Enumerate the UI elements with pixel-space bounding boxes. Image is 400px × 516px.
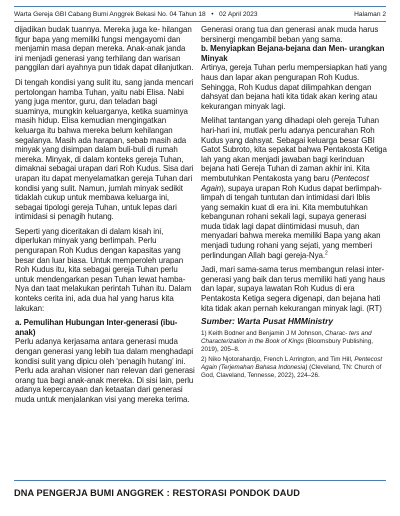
source-line: Sumber: Warta Pusat HMMinistry — [201, 316, 334, 327]
right-paragraph-3: Melihat tantangan yang dihadapi oleh gereja Tuhan hari-hari ini, mutlak perlu adanya pencurahan Roh Kudus yang dahsyat. Sebagai keluarga besar GBI Gatot Subroto, kita sepakat bahwa Pentakosta Ketiga lah yang akan menjadi jawaban bagi kerinduan bejana hati Gereja Tuhan di zaman akhir ini. Kita membutuhkan Pentakosta yang baru (Pentecost Again), supaya urapan Roh Kudus dapat berlimpah-limpah di tengah tuntutan dan intimidasi dari Iblis yang semakin kuat di era ini. Kita membutuhkan kebangunan rohani sekali lagi, supaya generasi muda tidak lagi dapat diintimidasi musuh, dan menyadari bahwa mereka memiliki Bapa yang akan menjadi tudung rohani yang sejati, yang memberi perlindungan Allah bagi gereja-Nya.$^2$ — [201, 116, 387, 260]
footer-banner: DNA PENGERJA BUMI ANGGREK : RESTORASI PONDOK DAUD — [14, 488, 300, 498]
left-paragraph-1: dijadikan budak tuannya. Mereka juga ke- hilangan figur bapa yang memiliki fungsi mengayomi dan menjamin masa depan mereka. Anak-anak janda ini menjadi generasi yang terhilang dan warisan panggilan dari ayahnya pun tidak dapat dilanjutkan. — [15, 25, 194, 73]
header-bullet: • — [211, 11, 214, 18]
header-rule-bottom — [14, 21, 386, 22]
footnote-1: 1) Keith Bodner and Benjamin J M Johnson, Charac- ters and Characterization in the Book of Kings (Bloomsbury Publishing, 2019), 205–8. — [201, 330, 373, 353]
header-page-number: Halaman 2 — [354, 11, 386, 18]
page-header — [14, 8, 386, 21]
header-rule-top — [14, 6, 386, 7]
left-paragraph-2: Di tengah kondisi yang sulit itu, sang janda mencari pertolongan hamba Tuhan, yaitu nabi Elisa. Nabi yang juga mentor, guru, dan teladan bagi suaminya, mungkin keluarganya, ketika suaminya masih hidup. Elisa kemudian mengingatkan keluarga itu bahwa mereka belum kehilangan segalanya. Masih ada harapan, sebab masih ada minyak yang disimpan dalam buli-buli di rumah mereka. Minyak, di dalam konteks gereja Tuhan, dimaknai sebagai urapan dari Roh Kudus. Sisa dari urapan itu dapat menyelamatkan gereja Tuhan dari kondisi yang sulit. Namun, jumlah minyak sedikit tidaklah cukup untuk membawa keluarga ini, sebagai tipologi gereja Tuhan, untuk lepas dari intimidasi si penagih hutang. — [15, 77, 194, 222]
header-date: 02 April 2023 — [219, 11, 258, 18]
left-paragraph-4: Perlu adanya kerjasama antara generasi muda dengan generasi yang lebih tua dalam menghadapi kondisi sulit yang dipicu oleh ‘penagih hutang’ ini. Perlu ada arahan visioner nan relevan dari generasi orang tua bagi anak-anak mereka. Di sisi lain, perlu adanya kepercayaan dan ketaatan dari generasi muda untuk menjalankan visi yang mereka terima. — [15, 337, 195, 404]
subheading-a: a. Pemulihan Hubungan Inter-generasi (ibu-anak) — [15, 318, 178, 337]
subheading-b: b. Menyiapkan Bejana-bejana dan Men- urangkan Minyak — [201, 44, 385, 63]
footnote-ref-2: 2 — [325, 250, 328, 257]
right-paragraph-1: Generasi orang tua dan generasi anak muda harus bersinergi mengambil beban yang sama. — [201, 25, 379, 44]
left-column — [15, 25, 195, 465]
right-paragraph-4: Jadi, mari sama-sama terus membangun relasi inter-generasi yang baik dan terus memiliki hati yang haus dan lapar, supaya lawatan Roh Kudus di era Pentakosta Ketiga segera digenapi, dan bejana hati kita tidak akan pernah kekurangan minyak lagi. (RT) — [201, 265, 386, 313]
header-title: Warta Gereja GBI Cabang Bumi Anggrek Bekasi No. 04 Tahun 18 — [14, 11, 206, 18]
footnote-2: 2) Niko Njotorahardjo, French L Arrington, and Tim Hill, Pentecost Again (Terjemahan Bahasa Indonesia) (Cleveland, TN: Church of God, Claveland, Tennesse, 2022), 224–26. — [201, 356, 383, 379]
footer-rule — [14, 480, 386, 481]
right-column — [201, 25, 387, 465]
pentecost-again-italic: Pentecost Again — [201, 173, 369, 193]
right-paragraph-2: Artinya, gereja Tuhan perlu mempersiapkan hati yang haus dan lapar akan pengurapan Roh Kudus. Sehingga, Roh Kudus dapat dilimpahkan dengan dahsyat dan bejana hati kita tidak akan kering atau kekurangan minyak lagi. — [201, 63, 387, 111]
left-paragraph-3: Seperti yang diceritakan di dalam kisah ini, diperlukan minyak yang berlimpah. Perlu pengurapan Roh Kudus dengan kapasitas yang besar dan luar biasa. Untuk memperoleh urapan Roh Kudus itu, kita sebagai gereja Tuhan perlu untuk mendengarkan pesan Tuhan lewat hamba- Nya dan taat melakukan perintah Tuhan itu. Dalam konteks cerita ini, ada dua hal yang harus kita lakukan: — [15, 226, 192, 313]
